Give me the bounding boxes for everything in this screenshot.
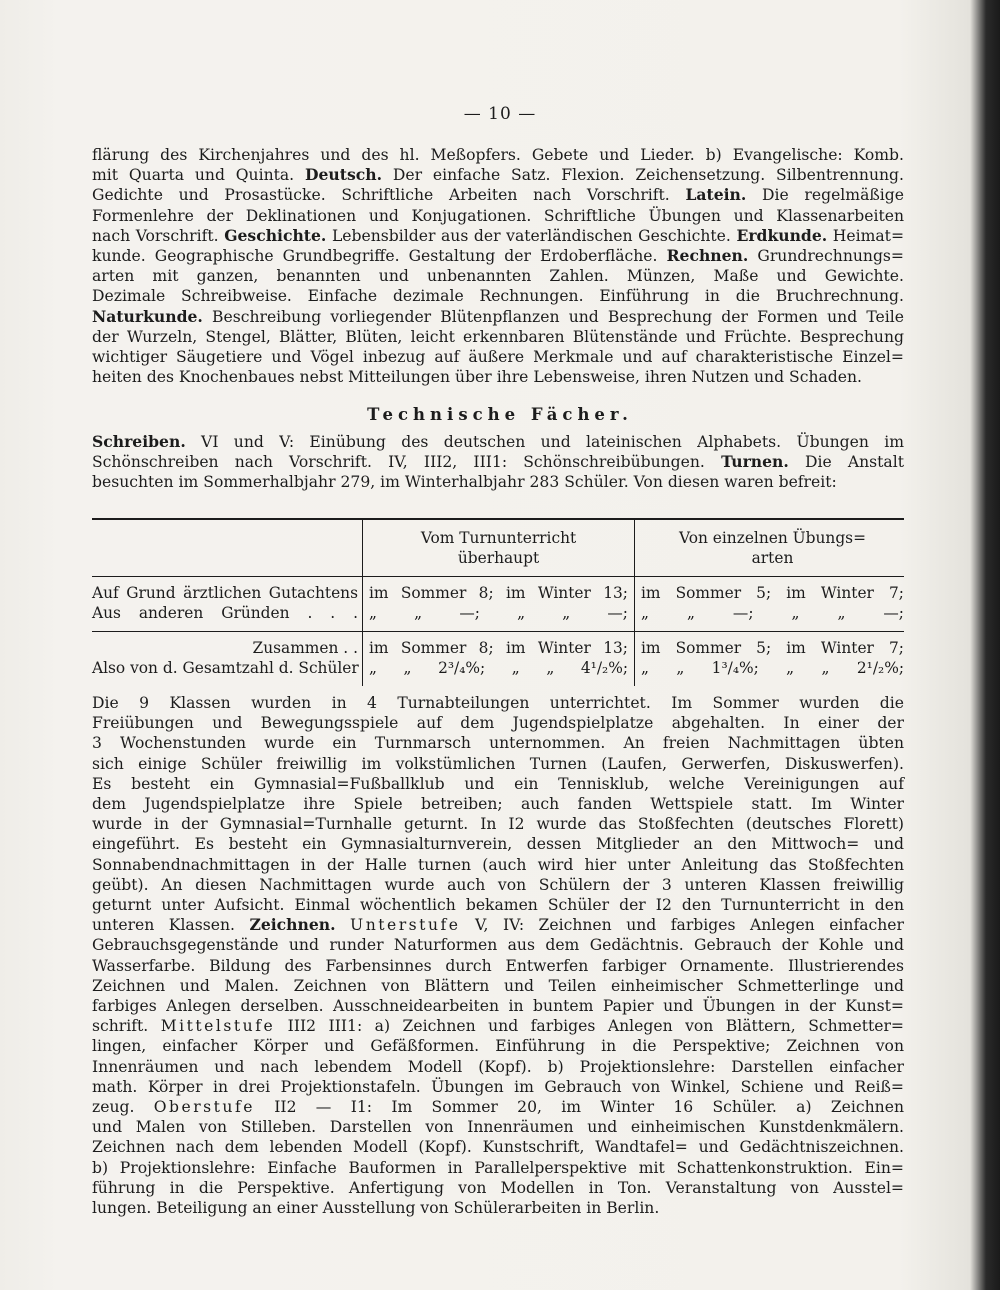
table-row xyxy=(92,577,904,631)
text-line: mit Quarta und Quinta. Deutsch. Der einfache Satz. Flexion. Zeichensetzung. Silbentrennung. xyxy=(92,165,904,185)
text-line: Gebrauchsgegenstände und runder Naturformen aus dem Gedächtnis. Gebrauch der Kohle und xyxy=(92,936,904,955)
text-line: Schreiben. VI und V: Einübung des deutschen und lateinischen Alphabets. Übungen im xyxy=(92,432,904,451)
table-header-text: überhaupt xyxy=(457,549,540,567)
text-line: Die 9 Klassen wurden in 4 Turnabteilungen unterrichtet. Im Sommer wurden die xyxy=(92,694,904,712)
text-line: Zeichnen und Malen. Zeichnen von Blättern und Teilen einheimischer Schmetterlinge und xyxy=(92,976,904,995)
text-line: unteren Klassen. Zeichnen. Unterstufe V, IV: Zeichnen und farbiges Anlegen einfacher xyxy=(92,915,904,935)
text-line: eingeführt. Es besteht ein Gymnasialturnverein, dessen Mitglieder an den Mittwoch= und xyxy=(92,835,904,854)
table-cell: „ „ —; „ „ —; xyxy=(369,604,628,622)
table-cell: „ „ 2³/₄%; „ „ 4¹/₂%; xyxy=(369,659,628,677)
text-line: Schönschreiben nach Vorschrift. IV, III2, III1: Schönschreibübungen. Turnen. Die Anstalt xyxy=(92,452,904,472)
text-line: schrift. Mittelstufe III2 III1: a) Zeichnen und farbiges Anlegen von Blättern, Schmetter= xyxy=(92,1017,904,1036)
table-header-text: arten xyxy=(751,549,794,567)
exemption-table xyxy=(92,518,904,686)
intro-paragraph xyxy=(92,145,904,387)
subject-heading: Zeichnen. xyxy=(249,915,336,935)
level-label: Unterstufe xyxy=(350,916,461,935)
table-header-general xyxy=(362,520,634,576)
subject-heading: Erdkunde. xyxy=(736,225,828,245)
text-line: nach Vorschrift. Geschichte. Lebensbilder aus der vaterländischen Geschichte. Erdkunde. Heimat= xyxy=(92,225,905,245)
subject-heading: Turnen. xyxy=(721,452,789,472)
text-line: wichtiger Säugetiere und Vögel inbezug auf äußere Merkmale und auf charakteristische Einzel= xyxy=(92,348,904,367)
subject-heading: Geschichte. xyxy=(224,225,327,245)
level-label: Mittelstufe xyxy=(160,1017,276,1036)
table-cell: im Sommer 5; im Winter 7; xyxy=(641,584,904,602)
text-line: heiten des Knochenbaues nebst Mitteilungen über ihre Lebensweise, ihren Nutzen und Schaden. xyxy=(92,368,863,387)
table-cell: Zusammen . . xyxy=(252,639,358,657)
text-line: farbiges Anlegen derselben. Ausschneidearbeiten in buntem Papier und Übungen in der Kunst= xyxy=(92,997,904,1016)
table-header-partial xyxy=(634,520,904,576)
text-line: Es besteht ein Gymnasial=Fußballklub und ein Tennisklub, welche Vereinigungen auf xyxy=(92,774,904,793)
table-header-empty xyxy=(92,520,362,572)
turnen-zeichnen-paragraph xyxy=(92,693,904,1218)
text-line: führung in die Perspektive. Anfertigung von Modellen in Ton. Veranstaltung von Ausstel= xyxy=(92,1178,904,1197)
text-line: math. Körper in drei Projektionstafeln. Übungen im Gebrauch von Winkel, Schiene und Reiß= xyxy=(92,1077,904,1096)
text-line: kunde. Geographische Grundbegriffe. Gestaltung der Erdoberfläche. Rechnen. Grundrechnungs= xyxy=(92,246,904,266)
table-cell: im Sommer 8; im Winter 13; xyxy=(369,639,628,657)
table-row xyxy=(92,632,904,686)
subject-heading: Latein. xyxy=(685,185,747,205)
table-header-text: Von einzelnen Übungs= xyxy=(679,529,866,547)
subject-heading: Schreiben. xyxy=(92,432,186,451)
text-line: der Wurzeln, Stengel, Blätter, Blüten, leicht erkennbaren Blütenstände und Früchte. Besprechung xyxy=(92,327,904,346)
subject-heading: Deutsch. xyxy=(304,165,383,185)
text-line: Wasserfarbe. Bildung des Farbensinnes durch Entwerfen farbiger Ornamente. Illustrierendes xyxy=(92,956,904,975)
table-cell: „ „ 1³/₄%; „ „ 2¹/₂%; xyxy=(641,659,904,677)
table-row-partial xyxy=(634,632,904,686)
subject-heading: Naturkunde. xyxy=(92,306,203,326)
text-line: besuchten im Sommerhalbjahr 279, im Winterhalbjahr 283 Schüler. Von diesen waren befreit: xyxy=(92,473,837,492)
text-line: Sonnabendnachmittagen in der Halle turnen (auch wird hier unter Anleitung das Stoßfechten xyxy=(92,855,904,874)
text-line: Gedichte und Prosastücke. Schriftliche Arbeiten nach Vorschrift. Latein. Die regelmäßige xyxy=(92,185,904,205)
text-line: Naturkunde. Beschreibung vorliegender Blütenpflanzen und Besprechung der Formen und Teile xyxy=(92,306,904,326)
table-row-general xyxy=(362,632,634,686)
text-line: flärung des Kirchenjahres und des hl. Meßopfers. Gebete und Lieder. b) Evangelische: Komb. xyxy=(92,146,904,164)
text-line: Zeichnen nach dem lebenden Modell (Kopf). Kunstschrift, Wandtafel= und Gedächtniszeichnen. xyxy=(92,1138,904,1157)
text-line: dem Jugendspielplatze ihre Spiele betreiben; auch fanden Wettspiele statt. Im Winter xyxy=(92,795,904,814)
text-line: lungen. Beteiligung an einer Ausstellung von Schülerarbeiten in Berlin. xyxy=(92,1199,660,1218)
text-line: Innenräumen und nach lebendem Modell (Kopf). b) Projektionslehre: Darstellen einfacher xyxy=(92,1057,904,1076)
text-line: lingen, einfacher Körper und Gefäßformen. Einführung in die Perspektive; Zeichnen von xyxy=(92,1037,904,1056)
text-line: zeug. Oberstufe II2 — I1: Im Sommer 20, im Winter 16 Schüler. a) Zeichnen xyxy=(92,1098,904,1117)
table-cell: Also von d. Gesamtzahl d. Schüler xyxy=(92,659,359,677)
text-line: sich einige Schüler freiwillig im volkstümlichen Turnen (Laufen, Gerwerfen, Diskuswerfen). xyxy=(92,754,904,773)
text-line: wurde in der Gymnasial=Turnhalle geturnt. In I2 wurde das Stoßfechten (deutsches Florett) xyxy=(92,815,904,834)
subject-heading: Rechnen. xyxy=(666,246,749,266)
text-line: und Malen von Stilleben. Darstellen von Innenräumen und einheimischen Kunstdenkmälern. xyxy=(92,1118,904,1137)
table-cell: Aus anderen Gründen . . . xyxy=(92,604,358,622)
table-row-partial xyxy=(634,577,904,631)
table-row-labels xyxy=(92,577,362,631)
schreiben-paragraph xyxy=(92,432,904,493)
section-heading: Technische Fächer. xyxy=(367,405,633,424)
level-label: Oberstufe xyxy=(153,1098,255,1117)
text-line: Dezimale Schreibweise. Einfache dezimale Rechnungen. Einführung in die Bruchrechnung. xyxy=(92,287,904,306)
table-row-general xyxy=(362,577,634,631)
table-cell: Auf Grund ärztlichen Gutachtens xyxy=(92,584,358,602)
table-header-row xyxy=(92,520,904,576)
table-cell: „ „ —; „ „ —; xyxy=(641,604,904,622)
text-line: b) Projektionslehre: Einfache Bauformen in Parallelperspektive mit Schattenkonstruktion. Ein= xyxy=(92,1158,904,1177)
text-line: geturnt unter Aufsicht. Einmal wöchentlich bekamen Schüler der I2 den Turnunterricht in den xyxy=(92,896,904,915)
table-cell: im Sommer 8; im Winter 13; xyxy=(369,584,628,602)
text-line: arten mit ganzen, benannten und unbenannten Zahlen. Münzen, Maße und Gewichte. xyxy=(92,267,904,286)
text-line: Formenlehre der Deklinationen und Konjugationen. Schriftliche Übungen und Klassenarbeiten xyxy=(92,206,904,225)
text-line: Freiübungen und Bewegungsspiele auf dem Jugendspielplatze abgehalten. In einer der xyxy=(92,714,904,733)
table-cell: im Sommer 5; im Winter 7; xyxy=(641,639,904,657)
table-header-text: Vom Turnunterricht xyxy=(420,529,577,547)
table-row-labels xyxy=(92,632,362,686)
page-number: — 10 — xyxy=(463,104,537,124)
text-line: geübt). An diesen Nachmittagen wurde auch von Schülern der 3 unteren Klassen freiwillig xyxy=(92,875,904,894)
text-line: 3 Wochenstunden wurde ein Turnmarsch unternommen. An freien Nachmittagen übten xyxy=(92,734,904,753)
